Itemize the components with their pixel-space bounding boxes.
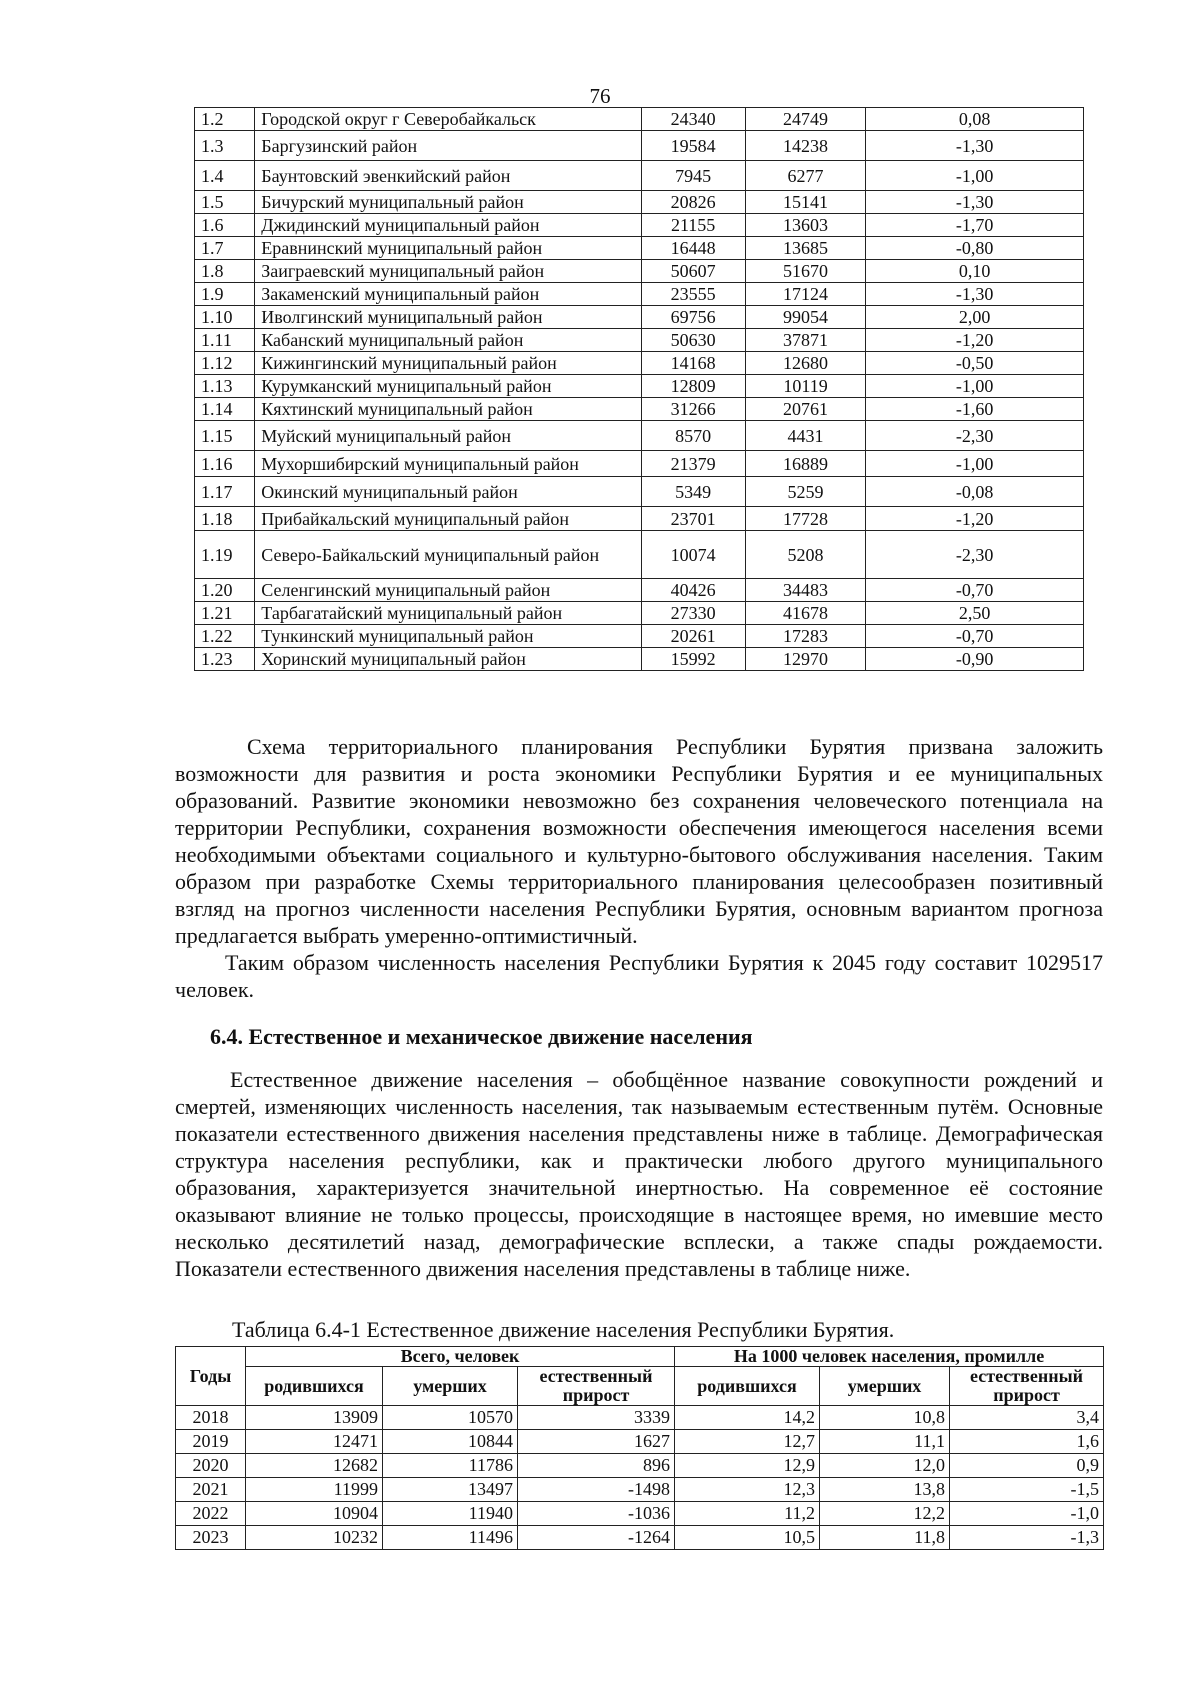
- district-name: Бичурский муниципальный район: [255, 191, 641, 214]
- deaths-rate-cell: 13,8: [820, 1478, 950, 1502]
- year-cell: 2023: [176, 1526, 246, 1550]
- row-number: 1.16: [195, 451, 255, 477]
- population-b: 4431: [745, 421, 866, 451]
- district-name: Городской округ г Северобайкальск: [255, 108, 641, 131]
- population-a: 19584: [641, 131, 745, 161]
- growth-rate-cell: -1,3: [950, 1526, 1104, 1550]
- growth-cell: 1627: [518, 1430, 675, 1454]
- deaths-cell: 11496: [383, 1526, 518, 1550]
- table-row: [195, 352, 1084, 375]
- table-row: [195, 306, 1084, 329]
- population-b: 17728: [745, 507, 866, 531]
- table-row: [195, 131, 1084, 161]
- district-name: Баргузинский район: [255, 131, 641, 161]
- births-rate-cell: 14,2: [675, 1406, 820, 1430]
- population-b: 20761: [745, 398, 866, 421]
- page-number: 76: [589, 84, 611, 108]
- growth-rate: -1,20: [866, 507, 1084, 531]
- growth-rate: -0,70: [866, 579, 1084, 602]
- row-number: 1.5: [195, 191, 255, 214]
- deaths-rate-cell: 11,1: [820, 1430, 950, 1454]
- growth-rate: -1,00: [866, 161, 1084, 191]
- section-heading: 6.4. Естественное и механическое движение населения: [210, 1024, 753, 1049]
- population-b: 24749: [745, 108, 866, 131]
- table-row: [195, 329, 1084, 352]
- paragraph-population-forecast: Таким образом численность населения Республики Бурятия к 2045 году составит 1029517 человек.: [175, 950, 1103, 1002]
- row-number: 1.17: [195, 477, 255, 507]
- table-row: [176, 1454, 1104, 1478]
- population-a: 27330: [641, 602, 745, 625]
- population-a: 14168: [641, 352, 745, 375]
- district-name: Мухоршибирский муниципальный район: [255, 451, 641, 477]
- table-row: [195, 648, 1084, 671]
- row-number: 1.23: [195, 648, 255, 671]
- population-b: 17283: [745, 625, 866, 648]
- deaths-cell: 10570: [383, 1406, 518, 1430]
- header-natural-growth-rate: естественный прирост: [950, 1367, 1104, 1406]
- growth-rate: -0,50: [866, 352, 1084, 375]
- growth-cell: 3339: [518, 1406, 675, 1430]
- table-row: [195, 260, 1084, 283]
- row-number: 1.13: [195, 375, 255, 398]
- row-number: 1.3: [195, 131, 255, 161]
- header-deaths: умерших: [383, 1367, 518, 1406]
- population-a: 23555: [641, 283, 745, 306]
- row-number: 1.18: [195, 507, 255, 531]
- district-name: Курумканский муниципальный район: [255, 375, 641, 398]
- births-cell: 12682: [246, 1454, 383, 1478]
- population-b: 17124: [745, 283, 866, 306]
- growth-rate: 2,00: [866, 306, 1084, 329]
- growth-rate: -1,30: [866, 131, 1084, 161]
- population-b: 41678: [745, 602, 866, 625]
- row-number: 1.11: [195, 329, 255, 352]
- deaths-cell: 11940: [383, 1502, 518, 1526]
- growth-rate: -0,70: [866, 625, 1084, 648]
- table-row: [195, 375, 1084, 398]
- table-row: [176, 1478, 1104, 1502]
- table-caption: Таблица 6.4-1 Естественное движение населения Республики Бурятия.: [232, 1317, 895, 1342]
- table-row: [195, 161, 1084, 191]
- population-b: 16889: [745, 451, 866, 477]
- table-row: [195, 602, 1084, 625]
- growth-rate: -1,30: [866, 191, 1084, 214]
- table-row: [176, 1430, 1104, 1454]
- header-deaths-rate: умерших: [820, 1367, 950, 1406]
- row-number: 1.21: [195, 602, 255, 625]
- births-rate-cell: 12,9: [675, 1454, 820, 1478]
- district-name: Северо-Байкальский муниципальный район: [255, 531, 641, 579]
- population-a: 21379: [641, 451, 745, 477]
- district-name: Кабанский муниципальный район: [255, 329, 641, 352]
- population-a: 20261: [641, 625, 745, 648]
- header-births: родившихся: [246, 1367, 383, 1406]
- row-number: 1.8: [195, 260, 255, 283]
- district-name: Хоринский муниципальный район: [255, 648, 641, 671]
- table-row: [195, 421, 1084, 451]
- growth-rate: 2,50: [866, 602, 1084, 625]
- population-a: 24340: [641, 108, 745, 131]
- births-rate-cell: 12,3: [675, 1478, 820, 1502]
- population-b: 15141: [745, 191, 866, 214]
- deaths-cell: 13497: [383, 1478, 518, 1502]
- header-births-rate: родившихся: [675, 1367, 820, 1406]
- row-number: 1.4: [195, 161, 255, 191]
- table-row: [176, 1502, 1104, 1526]
- population-a: 12809: [641, 375, 745, 398]
- deaths-rate-cell: 12,0: [820, 1454, 950, 1478]
- growth-cell: -1036: [518, 1502, 675, 1526]
- deaths-cell: 11786: [383, 1454, 518, 1478]
- year-cell: 2019: [176, 1430, 246, 1454]
- table-row: [195, 283, 1084, 306]
- table-row: [195, 398, 1084, 421]
- paragraph-planning-scheme: Схема территориального планирования Республики Бурятия призвана заложить возможности для развития и роста экономики Республики Бурятия и ее муниципальных образований. Развитие экономики невозможно без сохранения человеческого потенциала на территории Республики, сохранения возможности обеспечения имеющегося населения всеми необходимыми объектами социального и культурно-бытового обслуживания населения. Таким образом при разработке Схемы территориального планирования целесообразен позитивный взгляд на прогноз численности населения Республики Бурятия, основным вариантом прогноза предлагается выбрать умеренно-оптимистичный.: [175, 734, 1103, 948]
- growth-cell: -1498: [518, 1478, 675, 1502]
- growth-rate: 0,08: [866, 108, 1084, 131]
- births-cell: 10904: [246, 1502, 383, 1526]
- district-name: Муйский муниципальный район: [255, 421, 641, 451]
- population-a: 50607: [641, 260, 745, 283]
- growth-rate-cell: 0,9: [950, 1454, 1104, 1478]
- row-number: 1.14: [195, 398, 255, 421]
- row-number: 1.22: [195, 625, 255, 648]
- row-number: 1.6: [195, 214, 255, 237]
- table-row: [195, 531, 1084, 579]
- population-b: 6277: [745, 161, 866, 191]
- paragraph-natural-movement: Естественное движение населения – обобщённое название совокупности рождений и смертей, изменяющих численность населения, так называемым естественным путём. Основные показатели естественного движения населения представлены ниже в таблице. Демографическая структура населения республики, как и практически любого другого муниципального образования, характеризуется значительной инертностью. На современное её состояние оказывают влияние не только процессы, происходящие в настоящее время, но имевшие место несколько десятилетий назад, демографические всплески, а также спады рождаемости. Показатели естественного движения населения представлены в таблице ниже.: [175, 1067, 1103, 1281]
- deaths-rate-cell: 10,8: [820, 1406, 950, 1430]
- district-name: Тункинский муниципальный район: [255, 625, 641, 648]
- births-cell: 13909: [246, 1406, 383, 1430]
- table-row: [195, 477, 1084, 507]
- population-a: 23701: [641, 507, 745, 531]
- population-b: 34483: [745, 579, 866, 602]
- population-a: 16448: [641, 237, 745, 260]
- year-cell: 2020: [176, 1454, 246, 1478]
- district-name: Еравнинский муниципальный район: [255, 237, 641, 260]
- population-a: 21155: [641, 214, 745, 237]
- district-name: Джидинский муниципальный район: [255, 214, 641, 237]
- district-name: Иволгинский муниципальный район: [255, 306, 641, 329]
- growth-rate: -1,70: [866, 214, 1084, 237]
- population-a: 31266: [641, 398, 745, 421]
- population-b: 14238: [745, 131, 866, 161]
- population-a: 5349: [641, 477, 745, 507]
- year-cell: 2022: [176, 1502, 246, 1526]
- births-rate-cell: 10,5: [675, 1526, 820, 1550]
- table-row: [195, 507, 1084, 531]
- growth-cell: 896: [518, 1454, 675, 1478]
- row-number: 1.9: [195, 283, 255, 306]
- header-years: Годы: [176, 1347, 246, 1406]
- table-row: [176, 1406, 1104, 1430]
- population-b: 13685: [745, 237, 866, 260]
- district-name: Тарбагатайский муниципальный район: [255, 602, 641, 625]
- growth-rate: -1,30: [866, 283, 1084, 306]
- births-rate-cell: 11,2: [675, 1502, 820, 1526]
- births-cell: 12471: [246, 1430, 383, 1454]
- header-group-total: Всего, человек: [246, 1347, 675, 1367]
- table-row: [195, 191, 1084, 214]
- table-row: [195, 108, 1084, 131]
- growth-rate-cell: 3,4: [950, 1406, 1104, 1430]
- population-b: 5259: [745, 477, 866, 507]
- population-b: 10119: [745, 375, 866, 398]
- population-a: 20826: [641, 191, 745, 214]
- population-a: 8570: [641, 421, 745, 451]
- table-row: [195, 625, 1084, 648]
- district-name: Окинский муниципальный район: [255, 477, 641, 507]
- district-name: Кижингинский муниципальный район: [255, 352, 641, 375]
- growth-rate: -2,30: [866, 421, 1084, 451]
- growth-rate-cell: 1,6: [950, 1430, 1104, 1454]
- population-a: 15992: [641, 648, 745, 671]
- deaths-rate-cell: 12,2: [820, 1502, 950, 1526]
- row-number: 1.7: [195, 237, 255, 260]
- population-a: 7945: [641, 161, 745, 191]
- natural-movement-table: [175, 1346, 1104, 1550]
- deaths-rate-cell: 11,8: [820, 1526, 950, 1550]
- table-row: [195, 579, 1084, 602]
- district-name: Селенгинский муниципальный район: [255, 579, 641, 602]
- district-name: Заиграевский муниципальный район: [255, 260, 641, 283]
- growth-rate-cell: -1,0: [950, 1502, 1104, 1526]
- population-b: 99054: [745, 306, 866, 329]
- population-b: 5208: [745, 531, 866, 579]
- district-name: Баунтовский эвенкийский район: [255, 161, 641, 191]
- header-natural-growth: естественный прирост: [518, 1367, 675, 1406]
- population-a: 40426: [641, 579, 745, 602]
- table-row: [195, 237, 1084, 260]
- row-number: 1.19: [195, 531, 255, 579]
- district-name: Прибайкальский муниципальный район: [255, 507, 641, 531]
- table-row: [195, 214, 1084, 237]
- header-group-per1000: На 1000 человек населения, промилле: [675, 1347, 1104, 1367]
- growth-rate: 0,10: [866, 260, 1084, 283]
- row-number: 1.10: [195, 306, 255, 329]
- growth-rate-cell: -1,5: [950, 1478, 1104, 1502]
- movement-table-body: [176, 1406, 1104, 1550]
- row-number: 1.20: [195, 579, 255, 602]
- growth-cell: -1264: [518, 1526, 675, 1550]
- population-b: 12970: [745, 648, 866, 671]
- growth-rate: -0,90: [866, 648, 1084, 671]
- year-cell: 2021: [176, 1478, 246, 1502]
- growth-rate: -0,80: [866, 237, 1084, 260]
- population-b: 37871: [745, 329, 866, 352]
- population-a: 10074: [641, 531, 745, 579]
- district-table-body: [195, 108, 1084, 671]
- row-number: 1.2: [195, 108, 255, 131]
- births-cell: 10232: [246, 1526, 383, 1550]
- population-a: 50630: [641, 329, 745, 352]
- births-rate-cell: 12,7: [675, 1430, 820, 1454]
- district-name: Кяхтинский муниципальный район: [255, 398, 641, 421]
- growth-rate: -1,60: [866, 398, 1084, 421]
- year-cell: 2018: [176, 1406, 246, 1430]
- deaths-cell: 10844: [383, 1430, 518, 1454]
- row-number: 1.12: [195, 352, 255, 375]
- births-cell: 11999: [246, 1478, 383, 1502]
- growth-rate: -2,30: [866, 531, 1084, 579]
- growth-rate: -1,00: [866, 451, 1084, 477]
- population-b: 12680: [745, 352, 866, 375]
- population-b: 51670: [745, 260, 866, 283]
- growth-rate: -0,08: [866, 477, 1084, 507]
- district-name: Закаменский муниципальный район: [255, 283, 641, 306]
- row-number: 1.15: [195, 421, 255, 451]
- table-row: [195, 451, 1084, 477]
- table-row: [176, 1526, 1104, 1550]
- population-b: 13603: [745, 214, 866, 237]
- population-a: 69756: [641, 306, 745, 329]
- district-population-table: [194, 107, 1084, 671]
- growth-rate: -1,20: [866, 329, 1084, 352]
- growth-rate: -1,00: [866, 375, 1084, 398]
